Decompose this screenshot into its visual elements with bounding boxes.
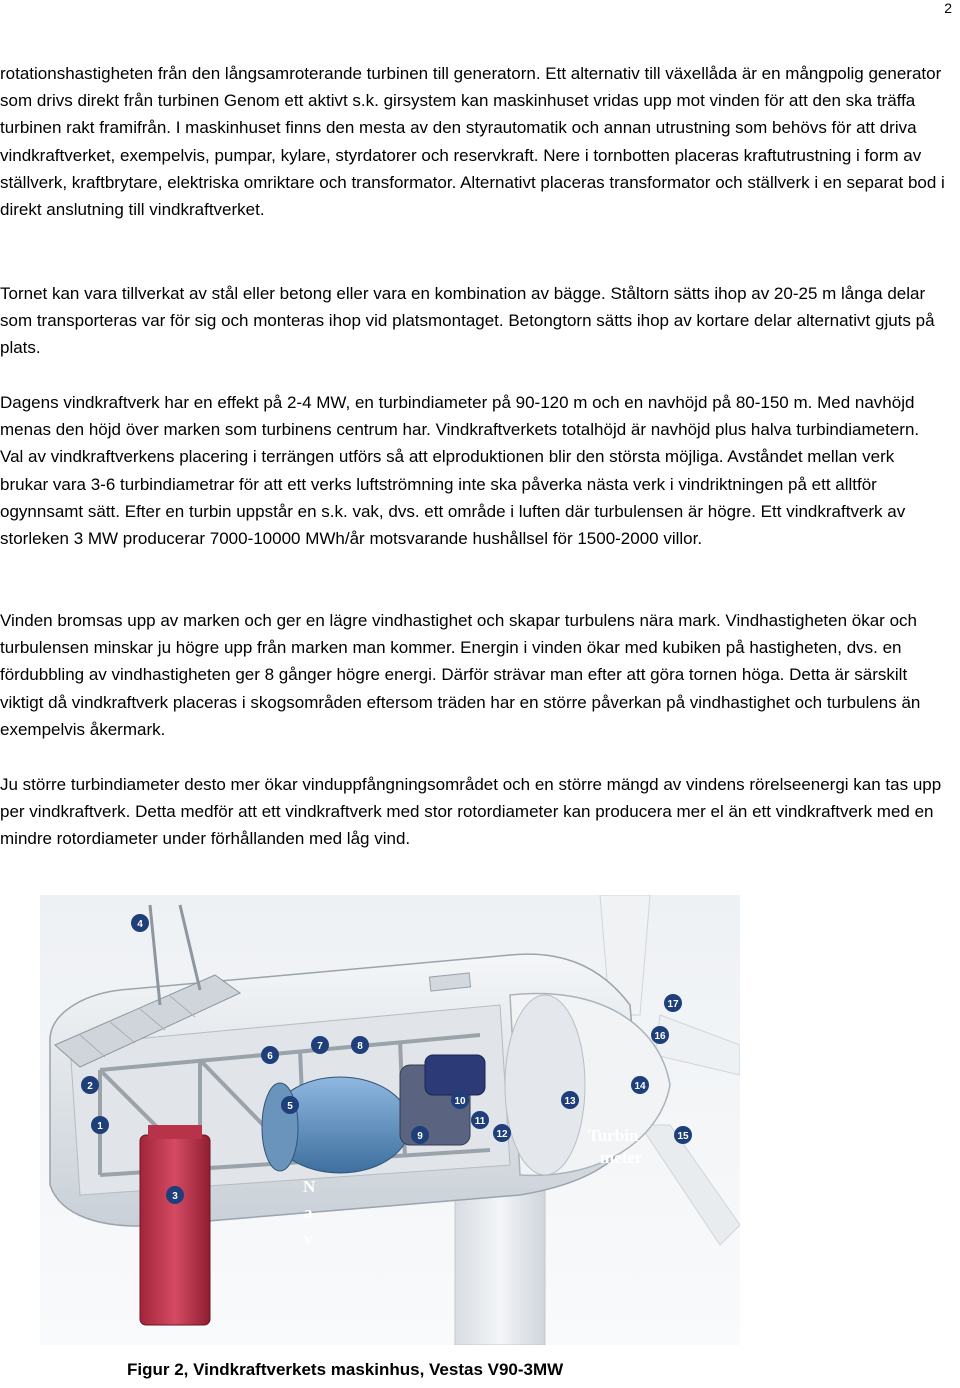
marker-17 — [664, 994, 682, 1012]
paragraph-wind-speed: Vinden bromsas upp av marken och ger en lägre vindhastighet och skapar turbulens nära mark. Vindhastigheten ökar och turbulensen minskar ju högre upp från marken man kommer. Energin i vinden ökar med kubiken på hastigheten, dvs. en fördubbling av vindhastigheten ger 8 gånger högre energi. Därför strävar man efter att göra tornen höga. Detta är särskilt viktigt då vindkraftverk placeras i skogsområden eftersom träden har en större påverkan på vindhastighet och turbulens än exempelvis åkermark. — [0, 611, 921, 739]
overlay-meter: meter — [600, 1148, 643, 1167]
svg-text:13: 13 — [564, 1096, 576, 1107]
marker-15 — [674, 1126, 692, 1144]
marker-1 — [91, 1116, 109, 1134]
marker-14 — [631, 1076, 649, 1094]
svg-text:16: 16 — [654, 1031, 666, 1042]
nacelle-illustration — [40, 895, 740, 1345]
paragraph-rotor-diameter: Ju större turbindiameter desto mer ökar vinduppfångningsområdet och en större mängd av vindens rörelseenergi kan tas upp per vindkraftverk. Detta medför att ett vindkraftverk med stor rotordiameter kan producera mer el än ett vindkraftverk med en mindre rotordiameter under förhållanden med låg vind. — [0, 775, 942, 849]
marker-4 — [131, 914, 149, 932]
marker-11 — [471, 1111, 489, 1129]
svg-text:14: 14 — [634, 1081, 646, 1092]
marker-16 — [651, 1026, 669, 1044]
svg-text:7: 7 — [317, 1041, 323, 1052]
overlay-nav-n: N — [303, 1177, 316, 1196]
svg-text:3: 3 — [172, 1191, 178, 1202]
paragraph-nacelle-equipment: rotationshastigheten från den långsamroterande turbinen till generatorn. Ett alternativ till växellåda är en mångpolig generator som drivs direkt från turbinen Genom ett aktivt s.k. girsystem kan maskinhuset vridas upp mot vinden för att den ska träffa turbinen rakt framifrån. I maskinhuset finns den mesta av den styrautomatik och annan utrustning som behövs för att driva vindkraftverket, exempelvis, pumpar, kylare, styrdatorer och reservkraft. Nere i tornbotten placeras kraftutrustning i form av ställverk, kraftbrytare, elektriska omriktare och transformator. Alternativt placeras transformator och ställverk i en separat bod i direkt anslutning till vindkraftverket. — [0, 64, 945, 220]
svg-text:6: 6 — [267, 1051, 273, 1062]
overlay-turbin: Turbin — [588, 1126, 639, 1145]
svg-text:1: 1 — [97, 1121, 103, 1132]
svg-text:15: 15 — [677, 1131, 689, 1142]
overlay-nav-a: a — [304, 1203, 313, 1222]
svg-text:2: 2 — [87, 1081, 93, 1092]
figure-caption: Figur 2, Vindkraftverkets maskinhus, Vestas V90-3MW — [127, 1360, 564, 1379]
paragraph-turbine-size: Dagens vindkraftverk har en effekt på 2-4 MW, en turbindiameter på 90-120 m och en navhöjd på 80-150 m. Med navhöjd menas den höjd över marken som turbinens centrum har. Vindkraftverkets totalhöjd är navhöjd plus halva turbindiametern. Val av vindkraftverkens placering i terrängen utförs så att elproduktionen blir den största möjliga. Avståndet mellan verk brukar vara 3-6 turbindiametrar för att ett verks luftströmning inte ska påverka nästa verk i vindriktningen på ett alltför ogynnsamt sätt. Efter en turbin uppstår en s.k. vak, dvs. ett område i luften där turbulensen är högre. Ett vindkraftverk av storleken 3 MW producerar 7000-10000 MWh/år motsvarande hushållsel för 1500-2000 villor. — [0, 393, 920, 549]
marker-12 — [493, 1124, 511, 1142]
marker-7 — [311, 1036, 329, 1054]
svg-text:9: 9 — [417, 1131, 423, 1142]
svg-text:11: 11 — [474, 1116, 486, 1127]
paragraph-tower: Tornet kan vara tillverkat av stål eller betong eller vara en kombination av bägge. Ståltorn sätts ihop av 20-25 m långa delar som transporteras var för sig och monteras ihop vid platsmontaget. Betongtorn sätts ihop av kortare delar alternativt gjuts på plats. — [0, 284, 935, 358]
svg-text:8: 8 — [357, 1041, 363, 1052]
marker-2 — [81, 1076, 99, 1094]
marker-3 — [166, 1186, 184, 1204]
marker-8 — [351, 1036, 369, 1054]
marker-10 — [451, 1091, 469, 1109]
marker-13 — [561, 1091, 579, 1109]
svg-text:5: 5 — [287, 1101, 293, 1112]
marker-6 — [261, 1046, 279, 1064]
marker-9 — [411, 1126, 429, 1144]
page-number: 2 — [944, 0, 952, 16]
overlay-nav-v: v — [304, 1229, 313, 1248]
svg-text:17: 17 — [667, 999, 679, 1010]
svg-text:4: 4 — [137, 919, 143, 930]
marker-5 — [281, 1096, 299, 1114]
svg-text:12: 12 — [496, 1129, 508, 1140]
svg-text:10: 10 — [454, 1096, 466, 1107]
